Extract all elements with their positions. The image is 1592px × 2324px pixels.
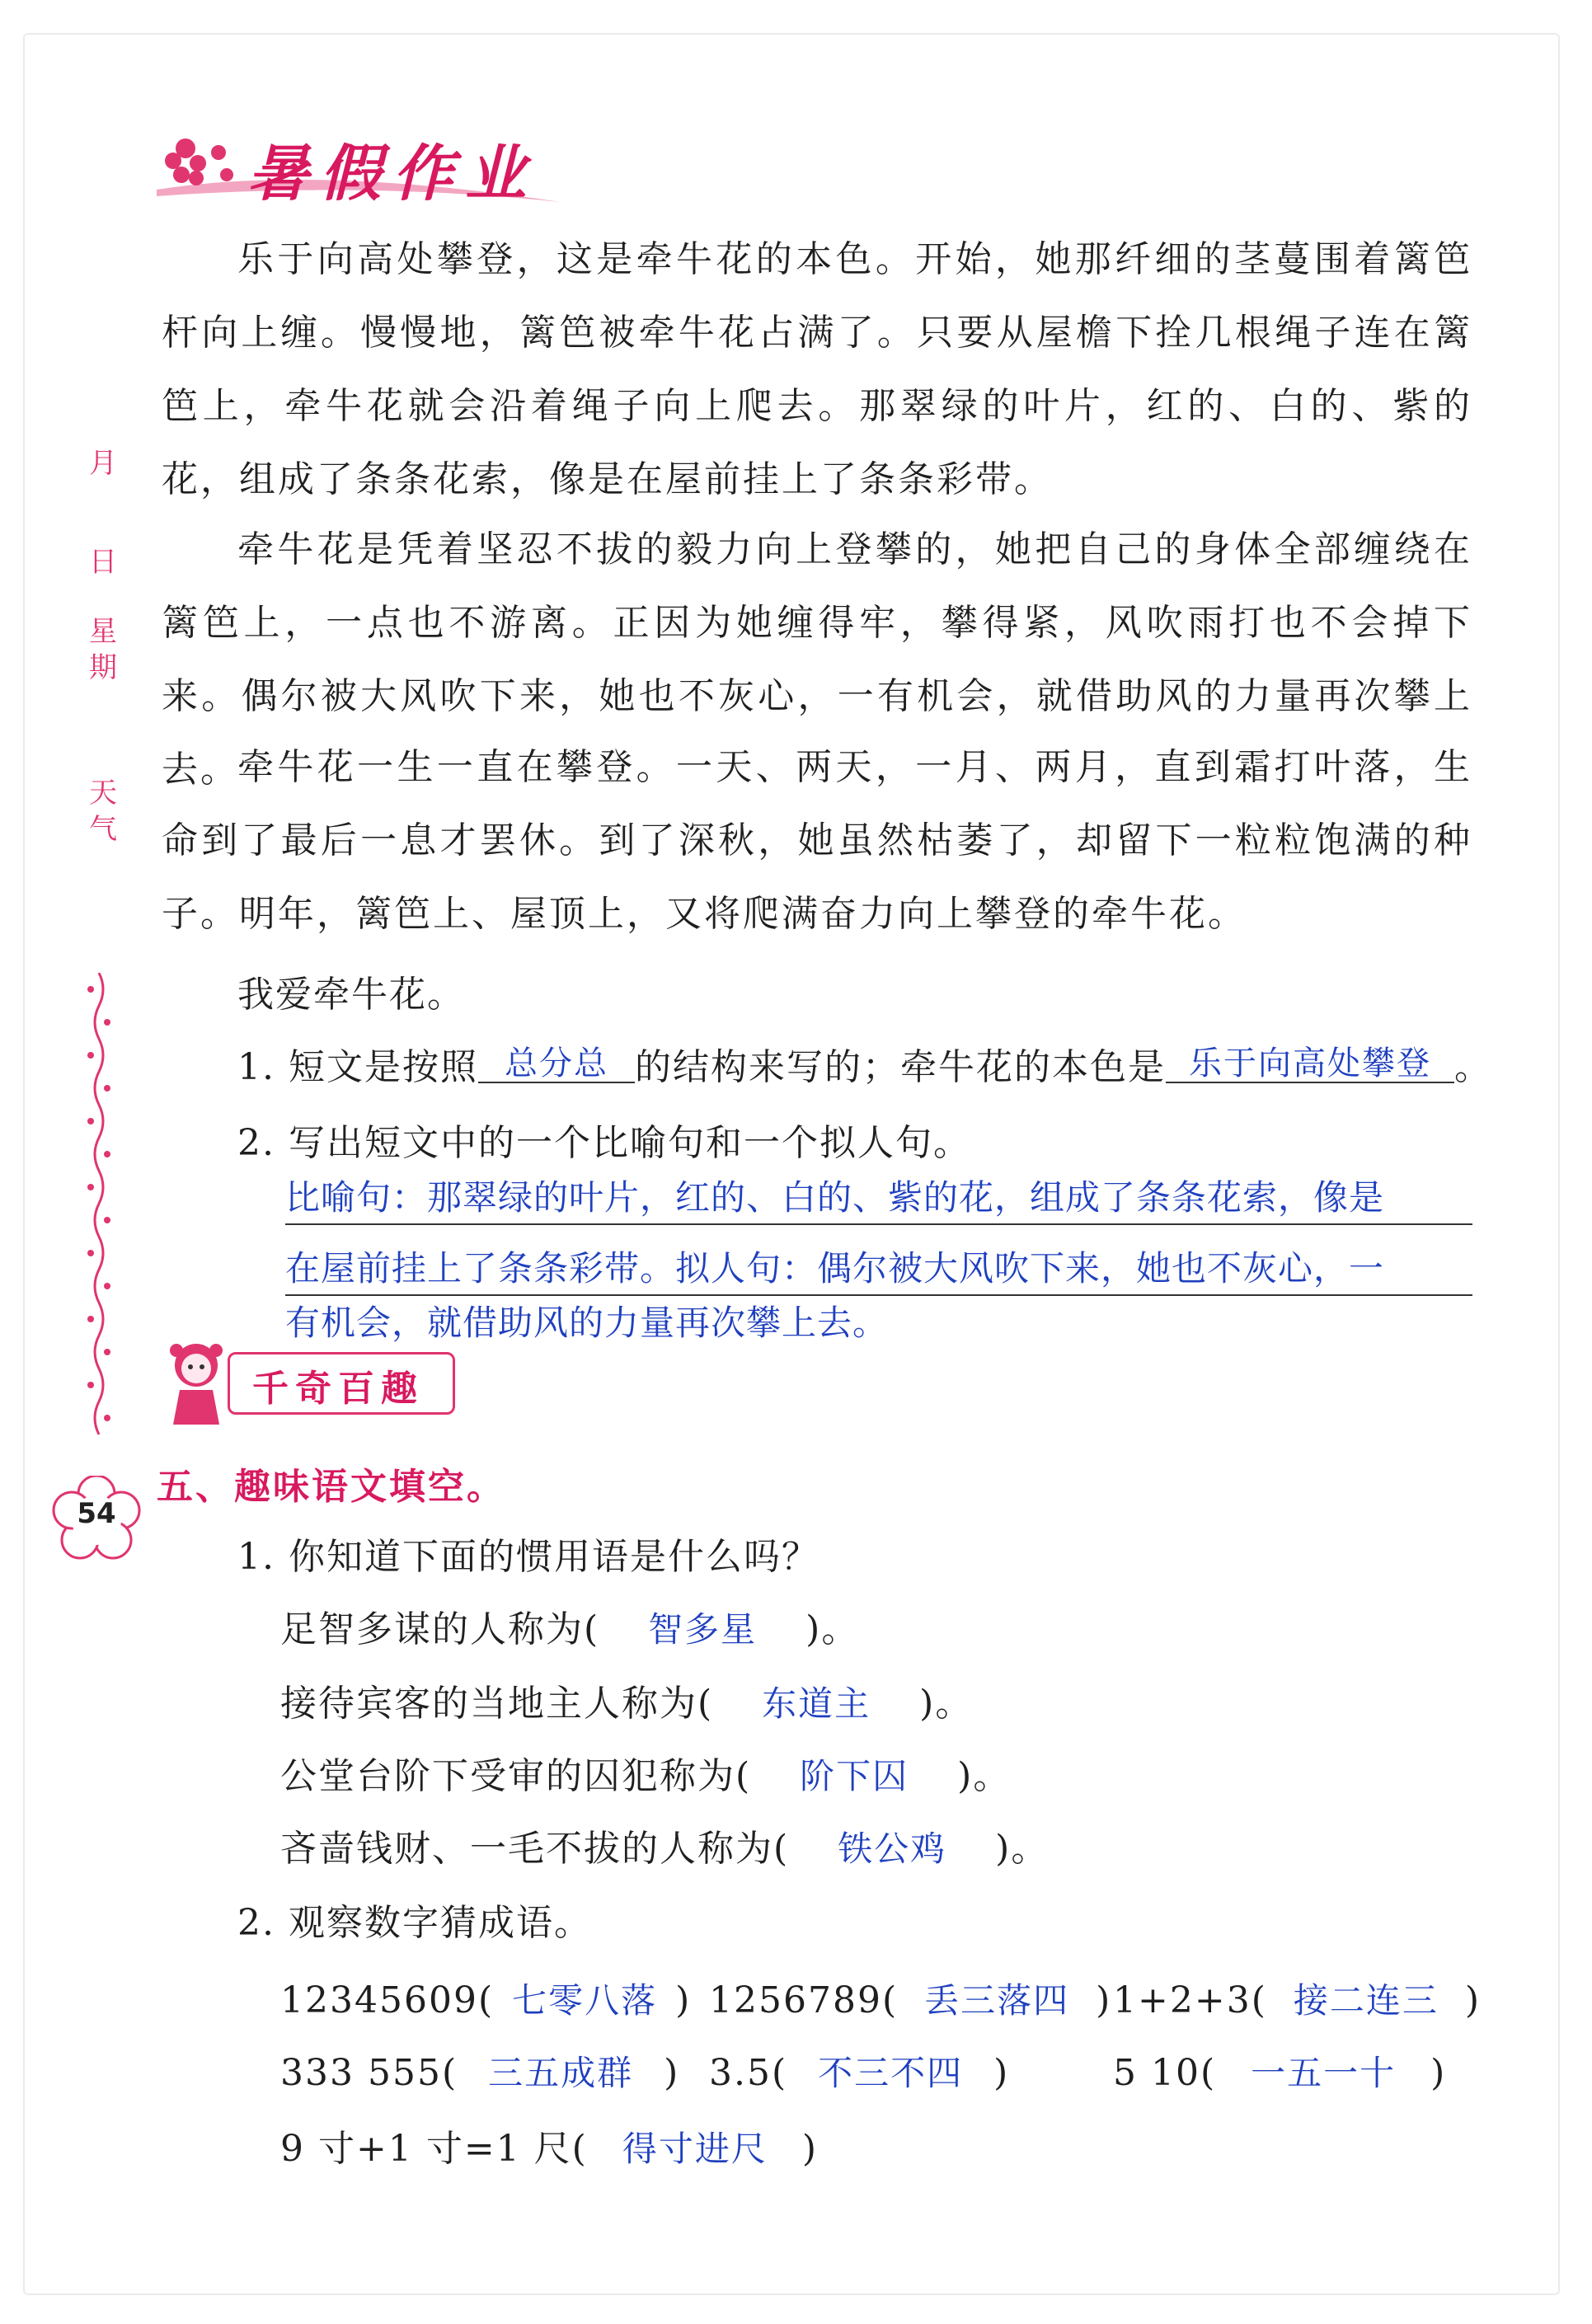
idiom-item-2-text: 接待宾客的当地主人称为( — [280, 1683, 714, 1725]
idiom-item-2-close: )。 — [919, 1683, 974, 1725]
idiom-item-2-answer[interactable]: 东道主 — [762, 1683, 871, 1724]
idiom-item-1-text: 足智多谋的人称为( — [280, 1608, 600, 1650]
riddle-3-clue: 1+2+3( — [1113, 1979, 1267, 2021]
idiom-item-3-text: 公堂台阶下受审的囚犯称为( — [280, 1755, 752, 1797]
section-5-q2-prompt: 2. 观察数字猜成语。 — [237, 1902, 592, 1944]
passage-paragraph-2: 牵牛花是凭着坚忍不拔的毅力向上登攀的，她把自己的身体全部缠绕在篱笆上，一点也不游离。正因为她缠得牢，攀得紧，风吹雨打也不会掉下来。偶尔被大风吹下来，她也不灰心，一有机会，就借助风的力量再次攀上去。 — [162, 528, 1472, 791]
idiom-item-4-close: )。 — [995, 1828, 1050, 1870]
idiom-item-3 — [280, 1746, 1011, 1799]
banner-title: 暑假作业 — [247, 139, 538, 209]
idiom-item-3-answer[interactable]: 阶下囚 — [800, 1756, 909, 1796]
girl-mascot-icon — [162, 1332, 236, 1431]
riddle-6-answer[interactable]: 一五一十 — [1251, 2053, 1397, 2093]
page-number: 54 — [77, 1497, 116, 1530]
section-5-q1-prompt: 1. 你知道下面的惯用语是什么吗？ — [237, 1536, 819, 1578]
riddle-5-clue: 3.5( — [709, 2052, 788, 2094]
riddle-2-clue: 1256789( — [709, 1979, 899, 2021]
riddle-6-close: ) — [1430, 2052, 1447, 2094]
riddle-7-answer[interactable]: 得寸进尺 — [622, 2129, 768, 2169]
question-1 — [237, 1037, 1492, 1090]
idiom-item-4-text: 吝啬钱财、一毛不拔的人称为( — [280, 1828, 790, 1870]
riddle-1-answer[interactable]: 七零八落 — [512, 1980, 658, 2021]
answer-line-2[interactable]: 在屋前挂上了条条彩带。拟人句：偶尔被大风吹下来，她也不灰心，一 — [285, 1242, 1472, 1296]
question-2-prompt: 2. 写出短文中的一个比喻句和一个拟人句。 — [237, 1122, 971, 1164]
idiom-item-2 — [280, 1674, 973, 1726]
passage-paragraph-1: 乐于向高处攀登，这是牵牛花的本色。开始，她那纤细的茎蔓围着篱笆杆向上缠。慢慢地，篱笆被牵牛花占满了。只要从屋檐下拴几根绳子连在篱笆上，牵牛花就会沿着绳子向上爬去。那翠绿的叶片，红的、白的、紫的花，组成了条条花索，像是在屋前挂上了条条彩带。 — [162, 238, 1472, 500]
answer-blank-structure[interactable]: 总分总 — [478, 1045, 635, 1083]
idiom-item-4 — [280, 1819, 1049, 1871]
section-badge — [162, 1332, 467, 1431]
answer-line-3[interactable]: 有机会，就借助风的力量再次攀上去。 — [285, 1303, 889, 1343]
header-banner — [148, 115, 577, 223]
day-label: 日 — [89, 546, 117, 579]
answer-blank-nature[interactable]: 乐于向高处攀登 — [1166, 1045, 1454, 1083]
riddle-5-close: ) — [993, 2052, 1010, 2094]
riddle-4-answer[interactable]: 三五成群 — [488, 2053, 634, 2093]
riddle-3-answer[interactable]: 接二连三 — [1293, 1980, 1439, 2021]
section-5-title: 五、趣味语文填空。 — [157, 1466, 505, 1508]
riddle-1-close: ) — [675, 1979, 692, 2021]
riddle-3 — [1113, 1974, 1481, 2023]
riddle-7 — [280, 2119, 818, 2171]
riddle-1-clue: 12345609( — [280, 1979, 495, 2021]
riddle-5-answer[interactable]: 不三不四 — [818, 2053, 964, 2093]
vine-decoration-icon — [82, 973, 115, 1451]
riddle-4 — [280, 2046, 679, 2096]
idiom-item-1-close: )。 — [805, 1608, 860, 1650]
weekday-label: 星期 — [89, 615, 117, 684]
riddle-6 — [1113, 2046, 1446, 2096]
question-1-prefix: 1. 短文是按照 — [237, 1046, 478, 1088]
riddle-2-answer[interactable]: 丢三落四 — [924, 1980, 1070, 2021]
passage-paragraph-4: 我爱牵牛花。 — [237, 974, 465, 1016]
riddle-7-close: ) — [801, 2128, 819, 2170]
riddle-4-clue: 333 555( — [280, 2052, 458, 2094]
passage-paragraph-3: 牵牛花一生一直在攀登。一天、两天，一月、两月，直到霜打叶落，生命到了最后一息才罢休。到了深秋，她虽然枯萎了，却留下一粒粒饱满的种子。明年，篱笆上、屋顶上，又将爬满奋力向上攀登的牵牛花。 — [162, 746, 1472, 935]
riddle-1 — [280, 1974, 691, 2023]
idiom-item-1 — [280, 1599, 859, 1652]
riddle-4-close: ) — [664, 2052, 680, 2094]
idiom-item-4-answer[interactable]: 铁公鸡 — [838, 1829, 947, 1869]
riddle-5 — [709, 2046, 1009, 2096]
idiom-item-1-answer[interactable]: 智多星 — [648, 1609, 758, 1650]
riddle-6-clue: 5 10( — [1113, 2052, 1217, 2094]
riddle-3-close: ) — [1464, 1979, 1482, 2021]
question-1-middle: 的结构来写的；牵牛花的本色是 — [634, 1046, 1166, 1088]
answer-line-1[interactable]: 比喻句：那翠绿的叶片，红的、白的、紫的花，组成了条条花索，像是 — [285, 1171, 1472, 1225]
section-badge-label: 千奇百趣 — [252, 1368, 424, 1410]
weather-label: 天气 — [89, 777, 117, 846]
idiom-item-3-close: )。 — [957, 1755, 1012, 1797]
riddle-2-close: ) — [1096, 1979, 1112, 2021]
question-1-suffix: 。 — [1453, 1046, 1492, 1088]
riddle-7-clue: 9 寸+1 寸=1 尺( — [280, 2128, 588, 2170]
page-number-badge — [51, 1476, 142, 1566]
riddle-2 — [709, 1974, 1111, 2023]
month-label: 月 — [89, 447, 117, 480]
